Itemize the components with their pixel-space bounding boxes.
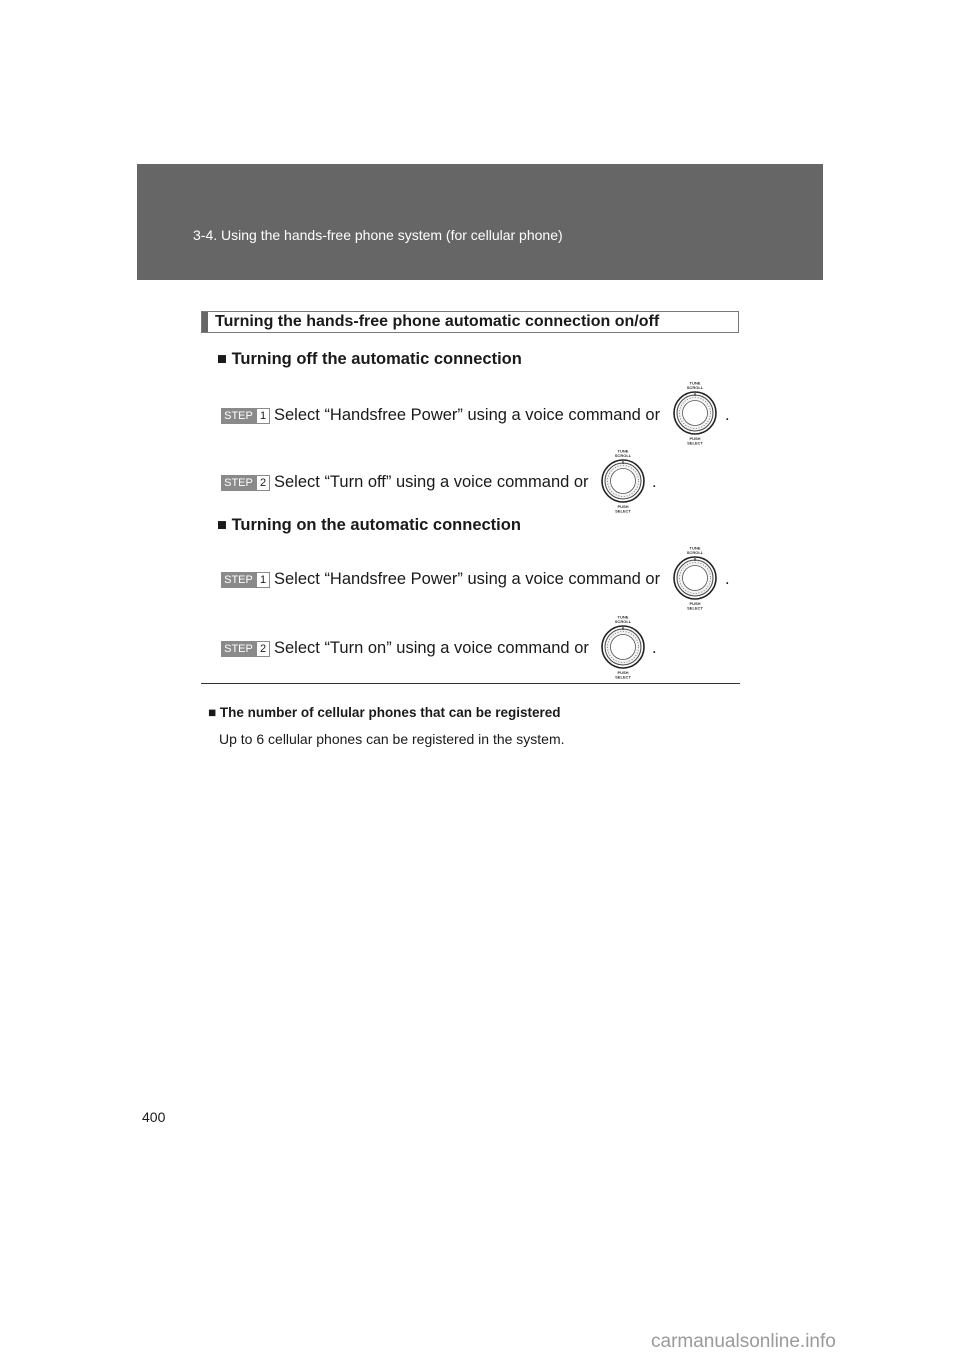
tune-scroll-knob-icon (672, 545, 718, 611)
step-badge (221, 408, 270, 424)
step-number: 2 (256, 475, 270, 491)
tune-scroll-knob-icon (600, 614, 646, 680)
step-text: Select “Handsfree Power” using a voice command or (274, 406, 661, 424)
step-number: 1 (256, 572, 270, 588)
section-heading-box (201, 311, 739, 333)
note-heading-text: The number of cellular phones that can be registered (219, 705, 561, 720)
step-text: Select “Turn off” using a voice command or (274, 473, 589, 491)
page-title: Turning the hands-free phone automatic connection on/off (215, 313, 660, 330)
step-period: . (725, 406, 730, 424)
subheading-text: Turning off the automatic connection (231, 350, 522, 368)
header-band (137, 164, 823, 280)
note-body: Up to 6 cellular phones can be registered in the system. (219, 731, 565, 747)
step-label: STEP (221, 572, 256, 588)
subheading-turning-on (217, 516, 521, 535)
step-number: 2 (256, 641, 270, 657)
watermark: carmanualsonline.info (651, 1331, 836, 1352)
step-period: . (652, 473, 657, 491)
subheading-text: Turning on the automatic connection (231, 516, 521, 534)
square-bullet-icon: ■ (217, 350, 227, 368)
step-badge (221, 641, 270, 657)
square-bullet-icon: ■ (217, 516, 227, 534)
page-number: 400 (142, 1109, 166, 1125)
step-period: . (725, 570, 730, 588)
note-heading (208, 705, 561, 720)
step-text: Select “Handsfree Power” using a voice command or (274, 570, 661, 588)
step-label: STEP (221, 641, 256, 657)
heading-accent-bar (202, 312, 208, 332)
tune-scroll-knob-icon (600, 448, 646, 514)
step-label: STEP (221, 408, 256, 424)
divider (201, 683, 740, 684)
tune-scroll-knob-icon (672, 380, 718, 446)
step-number: 1 (256, 408, 270, 424)
step-text: Select “Turn on” using a voice command or (274, 639, 589, 657)
step-label: STEP (221, 475, 256, 491)
step-period: . (652, 639, 657, 657)
section-title: 3-4. Using the hands-free phone system (for cellular phone) (193, 227, 563, 243)
subheading-turning-off (217, 350, 522, 369)
step-badge (221, 475, 270, 491)
step-badge (221, 572, 270, 588)
square-bullet-icon: ■ (208, 705, 217, 720)
